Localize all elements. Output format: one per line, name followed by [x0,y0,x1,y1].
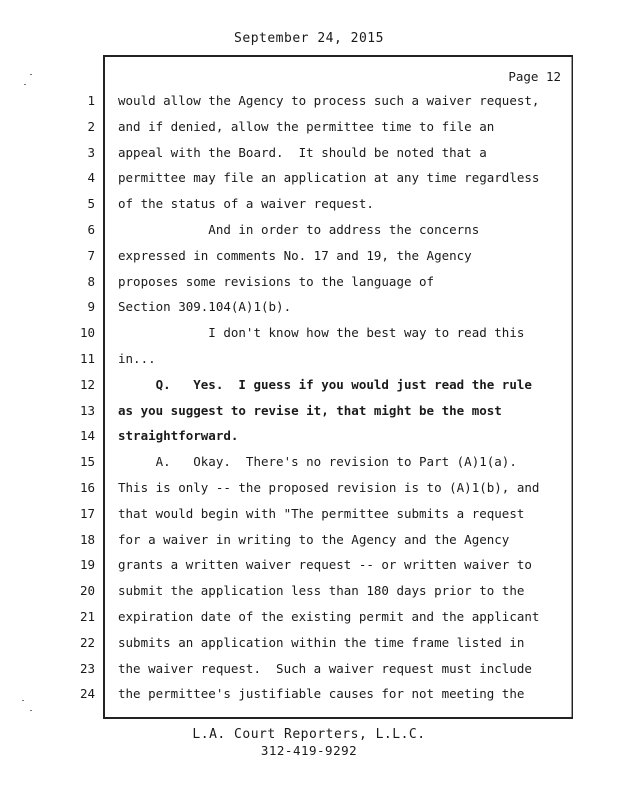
scan-speck [22,700,24,701]
line-text: I don't know how the best way to read this [118,325,525,341]
transcript-line [87,144,571,165]
line-text: the waiver request. Such a waiver request must include [118,660,532,676]
line-text: submit the application less than 180 days prior to the [118,583,525,599]
line-number: 14 [79,428,95,444]
line-number: 17 [79,505,95,521]
line-text: Q. Yes. I guess if you would just read the rule [118,376,532,392]
transcript-line [79,660,571,681]
line-number: 18 [79,531,95,547]
transcript-line [79,505,571,526]
transcript-line [79,351,571,371]
line-number: 10 [79,325,95,341]
line-number: 2 [87,118,95,134]
scan-speck [30,74,32,75]
line-text: the permittee's justifiable causes for not meeting the [118,686,525,702]
line-text: as you suggest to revise it, that might be the most [118,402,502,418]
transcript-line [79,634,571,655]
line-text: And in order to address the concerns [118,222,480,237]
transcript-line [79,531,571,552]
line-number: 6 [87,222,95,237]
line-number: 22 [79,634,95,650]
transcript-line [87,118,571,139]
page-number: Page 12 [508,69,561,84]
line-text: A. Okay. There's no revision to Part (A)1(a). [118,454,517,470]
line-number: 15 [79,454,95,470]
box-edge [571,57,572,717]
transcript-line [87,247,571,268]
footer-phone: 312-419-9292 [260,743,358,758]
transcript-line [79,686,571,706]
line-number: 20 [79,583,95,599]
transcript-line [79,480,571,500]
transcript-line [79,428,571,448]
line-text: would allow the Agency to process such a waiver request, [118,93,540,108]
line-text: submits an application within the time frame listed in [118,634,525,650]
line-number: 7 [87,247,95,263]
transcript-line [79,402,571,423]
transcript-box [79,55,573,719]
line-text: This is only -- the proposed revision is to (A)1(b), and [118,480,540,495]
line-number: 19 [79,557,95,573]
scan-speck [24,84,26,85]
line-number: 12 [79,376,95,392]
transcript-line [79,583,571,603]
transcript-line [87,299,571,319]
line-text: in... [118,351,156,366]
line-text: expiration date of the existing permit and the applicant [118,609,540,624]
footer-company: L.A. Court Reporters, L.L.C. [192,727,426,742]
line-number: 1 [87,93,95,108]
line-text: appeal with the Board. It should be noted that a [118,144,487,160]
line-number: 23 [79,660,95,676]
line-text: permittee may file an application at any time regardless [118,170,540,186]
line-number: 16 [79,480,95,495]
transcript-line [87,222,571,242]
line-text: of the status of a waiver request. [118,196,374,212]
transcript-line [87,93,571,113]
transcript-line [87,196,571,216]
transcript-line [87,273,571,294]
line-text: expressed in comments No. 17 and 19, the Agency [118,247,472,263]
line-number: 9 [87,299,95,315]
transcript-line [79,454,571,474]
header-date: September 24, 2015 [234,31,384,46]
line-text: straightforward. [118,428,239,444]
line-number: 4 [87,170,95,186]
line-text: and if denied, allow the permittee time to file an [118,118,495,134]
scan-speck [30,710,32,711]
transcript-line [79,376,571,397]
line-number: 21 [79,609,95,624]
line-text: for a waiver in writing to the Agency and the Agency [118,531,510,547]
transcript-line [87,170,571,190]
transcript-line [79,325,571,345]
line-number: 3 [87,144,95,160]
transcript-line [79,557,571,577]
line-text: Section 309.104(A)1(b). [118,299,292,315]
line-number: 11 [79,351,95,366]
line-number: 8 [87,273,95,289]
line-text: proposes some revisions to the language of [118,273,435,289]
transcript-line [79,609,571,629]
line-number: 13 [79,402,95,418]
line-text: grants a written waiver request -- or written waiver to [118,557,532,573]
line-number: 24 [79,686,95,702]
line-text: that would begin with "The permittee submits a request [118,505,525,521]
line-number: 5 [87,196,95,212]
